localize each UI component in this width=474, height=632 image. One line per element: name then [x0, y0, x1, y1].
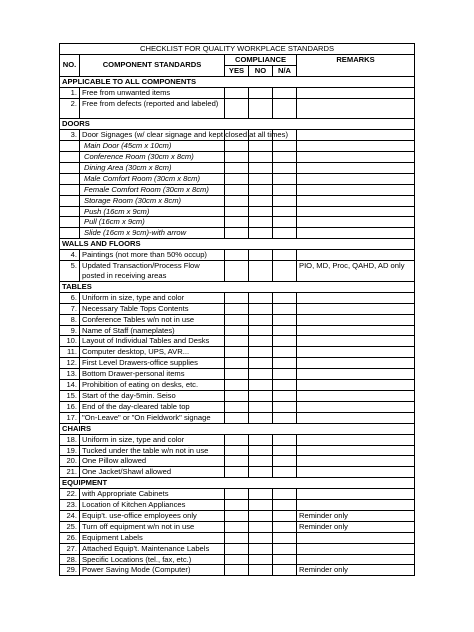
item-number: [60, 173, 80, 184]
remarks-cell: [297, 141, 415, 152]
na-cell[interactable]: [273, 390, 297, 401]
na-cell[interactable]: [273, 347, 297, 358]
item-number: 22.: [60, 489, 80, 500]
item-row: [60, 336, 415, 347]
yes-cell[interactable]: [225, 336, 249, 347]
remarks-cell: [297, 369, 415, 380]
no-cell[interactable]: [249, 184, 273, 195]
no-cell[interactable]: [249, 325, 273, 336]
item-row: [60, 434, 415, 445]
na-cell[interactable]: [273, 500, 297, 511]
no-cell[interactable]: [249, 87, 273, 98]
checklist-table: [59, 43, 415, 576]
yes-cell[interactable]: [225, 325, 249, 336]
remarks-cell: [297, 336, 415, 347]
na-cell[interactable]: [273, 380, 297, 391]
na-cell[interactable]: [273, 250, 297, 261]
remarks-cell: [297, 543, 415, 554]
no-cell[interactable]: [249, 303, 273, 314]
yes-cell[interactable]: [225, 467, 249, 478]
item-row: [60, 543, 415, 554]
remarks-cell: [297, 98, 415, 119]
na-cell[interactable]: [273, 184, 297, 195]
remarks-header: REMARKS: [297, 54, 415, 76]
item-label: Storage Room (30cm x 8cm): [80, 195, 225, 206]
no-cell[interactable]: [249, 250, 273, 261]
yes-cell[interactable]: [225, 412, 249, 423]
remarks-cell: [297, 130, 415, 141]
na-cell[interactable]: [273, 303, 297, 314]
na-cell[interactable]: [273, 195, 297, 206]
item-label: Main Door (45cm x 10cm): [80, 141, 225, 152]
remarks-cell: [297, 358, 415, 369]
item-label: Conference Room (30cm x 8cm): [80, 152, 225, 163]
na-cell[interactable]: [273, 152, 297, 163]
na-cell[interactable]: [273, 228, 297, 239]
yes-cell[interactable]: [225, 98, 249, 119]
remarks-cell: [297, 467, 415, 478]
item-number: 8.: [60, 314, 80, 325]
section-row: [60, 478, 415, 489]
item-row: [60, 250, 415, 261]
no-cell[interactable]: [249, 565, 273, 576]
no-cell[interactable]: [249, 532, 273, 543]
item-number: 24.: [60, 510, 80, 521]
item-label: One Jacket/Shawl allowed: [80, 467, 225, 478]
item-number: 17.: [60, 412, 80, 423]
item-number: 25.: [60, 521, 80, 532]
item-label: Computer desktop, UPS, AVR...: [80, 347, 225, 358]
item-label: Pull (16cm x 9cm): [80, 217, 225, 228]
item-number: 26.: [60, 532, 80, 543]
no-cell[interactable]: [249, 445, 273, 456]
item-row: [60, 554, 415, 565]
remarks-cell: Reminder only: [297, 521, 415, 532]
item-row: [60, 500, 415, 511]
item-number: [60, 195, 80, 206]
remarks-cell: Reminder only: [297, 565, 415, 576]
no-cell[interactable]: [249, 521, 273, 532]
item-row: [60, 314, 415, 325]
yes-cell[interactable]: [225, 554, 249, 565]
item-label: Conference Tables w/n not in use: [80, 314, 225, 325]
yes-cell[interactable]: [225, 510, 249, 521]
item-label: Tucked under the table w/n not in use: [80, 445, 225, 456]
section-row: [60, 119, 415, 130]
item-label: with Appropriate Cabinets: [80, 489, 225, 500]
yes-cell[interactable]: [225, 369, 249, 380]
yes-cell[interactable]: [225, 314, 249, 325]
item-label: One Pillow allowed: [80, 456, 225, 467]
remarks-cell: [297, 217, 415, 228]
yes-cell[interactable]: [225, 489, 249, 500]
section-title: CHAIRS: [60, 423, 415, 434]
title-row: [60, 44, 415, 55]
item-label: Female Comfort Room (30cm x 8cm): [80, 184, 225, 195]
remarks-cell: [297, 195, 415, 206]
item-number: 10.: [60, 336, 80, 347]
remarks-cell: [297, 152, 415, 163]
item-label: Power Saving Mode (Computer): [80, 565, 225, 576]
na-cell[interactable]: [273, 565, 297, 576]
remarks-cell: [297, 456, 415, 467]
item-number: [60, 184, 80, 195]
yes-header: YES: [225, 65, 249, 76]
section-title: TABLES: [60, 281, 415, 292]
no-cell[interactable]: [249, 554, 273, 565]
yes-cell[interactable]: [225, 390, 249, 401]
item-label: Door Signages (w/ clear signage and kept closed at all times): [80, 130, 225, 141]
na-cell[interactable]: [273, 217, 297, 228]
na-cell[interactable]: [273, 206, 297, 217]
no-cell[interactable]: [249, 380, 273, 391]
item-label: Push (16cm x 9cm): [80, 206, 225, 217]
item-label: Layout of Individual Tables and Desks: [80, 336, 225, 347]
checklist-body: [60, 44, 415, 576]
na-cell[interactable]: [273, 401, 297, 412]
yes-cell[interactable]: [225, 292, 249, 303]
item-row: [60, 456, 415, 467]
remarks-cell: [297, 184, 415, 195]
item-row: [60, 510, 415, 521]
na-cell[interactable]: [273, 358, 297, 369]
na-cell[interactable]: [273, 445, 297, 456]
na-cell[interactable]: [273, 162, 297, 173]
item-label: Name of Staff (nameplates): [80, 325, 225, 336]
item-label: Slide (16cm x 9cm)-with arrow: [80, 228, 225, 239]
item-number: 12.: [60, 358, 80, 369]
sub-item-row: [60, 228, 415, 239]
section-title: DOORS: [60, 119, 415, 130]
remarks-cell: [297, 206, 415, 217]
remarks-cell: [297, 401, 415, 412]
item-label: Attached Equip't. Maintenance Labels: [80, 543, 225, 554]
sub-item-row: [60, 173, 415, 184]
remarks-cell: [297, 314, 415, 325]
no-cell[interactable]: [249, 412, 273, 423]
yes-cell[interactable]: [225, 445, 249, 456]
no-cell[interactable]: [249, 456, 273, 467]
na-cell[interactable]: [273, 336, 297, 347]
item-row: [60, 303, 415, 314]
yes-cell[interactable]: [225, 87, 249, 98]
remarks-cell: [297, 445, 415, 456]
item-number: 19.: [60, 445, 80, 456]
no-cell[interactable]: [249, 358, 273, 369]
yes-cell[interactable]: [225, 162, 249, 173]
na-cell[interactable]: [273, 456, 297, 467]
no-cell[interactable]: [249, 336, 273, 347]
no-cell[interactable]: [249, 489, 273, 500]
item-label: End of the day-cleared table top: [80, 401, 225, 412]
yes-cell[interactable]: [225, 532, 249, 543]
item-number: 9.: [60, 325, 80, 336]
item-label: Specific Locations (tel., fax, etc.): [80, 554, 225, 565]
item-number: [60, 228, 80, 239]
yes-cell[interactable]: [225, 184, 249, 195]
section-title: WALLS AND FLOORS: [60, 239, 415, 250]
item-row: [60, 87, 415, 98]
no-cell[interactable]: [249, 98, 273, 119]
yes-cell[interactable]: [225, 303, 249, 314]
item-number: [60, 217, 80, 228]
component-header: COMPONENT STANDARDS: [80, 54, 225, 76]
remarks-cell: [297, 347, 415, 358]
item-label: First Level Drawers-office supplies: [80, 358, 225, 369]
section-row: [60, 239, 415, 250]
sub-item-row: [60, 141, 415, 152]
remarks-cell: [297, 325, 415, 336]
remarks-cell: [297, 500, 415, 511]
na-cell[interactable]: [273, 521, 297, 532]
item-label: Equip't. use-office employees only: [80, 510, 225, 521]
no-cell[interactable]: [249, 369, 273, 380]
yes-cell[interactable]: [225, 401, 249, 412]
na-cell[interactable]: [273, 412, 297, 423]
no-cell[interactable]: [249, 390, 273, 401]
item-row: [60, 521, 415, 532]
section-title: APPLICABLE TO ALL COMPONENTS: [60, 76, 415, 87]
na-cell[interactable]: [273, 314, 297, 325]
no-cell[interactable]: [249, 347, 273, 358]
no-cell[interactable]: [249, 173, 273, 184]
na-cell[interactable]: [273, 98, 297, 119]
yes-cell[interactable]: [225, 261, 249, 282]
sub-item-row: [60, 217, 415, 228]
yes-cell[interactable]: [225, 141, 249, 152]
no-cell[interactable]: [249, 141, 273, 152]
item-row: [60, 401, 415, 412]
item-row: [60, 358, 415, 369]
item-number: 29.: [60, 565, 80, 576]
item-row: [60, 445, 415, 456]
remarks-cell: [297, 380, 415, 391]
item-row: [60, 98, 415, 119]
yes-cell[interactable]: [225, 500, 249, 511]
yes-cell[interactable]: [225, 228, 249, 239]
na-cell[interactable]: [273, 489, 297, 500]
item-number: 6.: [60, 292, 80, 303]
yes-cell[interactable]: [225, 217, 249, 228]
item-label: Location of Kitchen Appliances: [80, 500, 225, 511]
no-cell[interactable]: [249, 206, 273, 217]
no-cell[interactable]: [249, 401, 273, 412]
item-number: [60, 141, 80, 152]
item-row: [60, 380, 415, 391]
no-cell[interactable]: [249, 292, 273, 303]
remarks-cell: [297, 228, 415, 239]
sub-item-row: [60, 152, 415, 163]
section-row: [60, 423, 415, 434]
section-row: [60, 76, 415, 87]
yes-cell[interactable]: [225, 565, 249, 576]
no-cell[interactable]: [249, 261, 273, 282]
item-label: "On-Leave" or "On Fieldwork" signage: [80, 412, 225, 423]
item-number: 7.: [60, 303, 80, 314]
item-number: 4.: [60, 250, 80, 261]
yes-cell[interactable]: [225, 456, 249, 467]
no-cell[interactable]: [249, 314, 273, 325]
checklist-title: CHECKLIST FOR QUALITY WORKPLACE STANDARDS: [60, 44, 415, 55]
item-row: [60, 347, 415, 358]
item-label: Turn off equipment w/n not in use: [80, 521, 225, 532]
item-label: Uniform in size, type and color: [80, 434, 225, 445]
item-label: Bottom Drawer-personal items: [80, 369, 225, 380]
sub-item-row: [60, 184, 415, 195]
yes-cell[interactable]: [225, 434, 249, 445]
item-label: Male Comfort Room (30cm x 8cm): [80, 173, 225, 184]
remarks-cell: [297, 489, 415, 500]
na-cell[interactable]: [273, 292, 297, 303]
no-cell[interactable]: [249, 434, 273, 445]
item-label: Prohibition of eating on desks, etc.: [80, 380, 225, 391]
remarks-cell: [297, 292, 415, 303]
item-number: [60, 152, 80, 163]
item-number: 23.: [60, 500, 80, 511]
item-label: Equipment Labels: [80, 532, 225, 543]
na-cell[interactable]: [273, 141, 297, 152]
na-cell[interactable]: [273, 369, 297, 380]
header-row: [60, 54, 415, 65]
remarks-cell: [297, 532, 415, 543]
item-number: 20.: [60, 456, 80, 467]
item-label: Start of the day-5min. Seiso: [80, 390, 225, 401]
sub-item-row: [60, 162, 415, 173]
item-number: 28.: [60, 554, 80, 565]
remarks-cell: [297, 87, 415, 98]
item-row: [60, 390, 415, 401]
item-label: Free from defects (reported and labeled): [80, 98, 225, 119]
yes-cell[interactable]: [225, 543, 249, 554]
section-title: EQUIPMENT: [60, 478, 415, 489]
item-label: Paintings (not more than 50% occup): [80, 250, 225, 261]
yes-cell[interactable]: [225, 250, 249, 261]
na-cell[interactable]: [273, 434, 297, 445]
item-label: Dining Area (30cm x 8cm): [80, 162, 225, 173]
item-number: 5.: [60, 261, 80, 282]
na-cell[interactable]: [273, 87, 297, 98]
item-row: [60, 412, 415, 423]
no-col-header: NO: [249, 65, 273, 76]
na-cell[interactable]: [273, 467, 297, 478]
item-row: [60, 130, 415, 141]
item-row: [60, 325, 415, 336]
item-row: [60, 467, 415, 478]
item-number: 11.: [60, 347, 80, 358]
remarks-cell: [297, 412, 415, 423]
remarks-cell: [297, 434, 415, 445]
remarks-cell: [297, 390, 415, 401]
item-number: 1.: [60, 87, 80, 98]
item-number: 18.: [60, 434, 80, 445]
item-row: [60, 369, 415, 380]
item-number: [60, 162, 80, 173]
no-cell[interactable]: [249, 195, 273, 206]
no-cell[interactable]: [249, 543, 273, 554]
item-row: [60, 489, 415, 500]
item-number: 15.: [60, 390, 80, 401]
item-number: 3.: [60, 130, 80, 141]
no-cell[interactable]: [249, 217, 273, 228]
sub-item-row: [60, 206, 415, 217]
no-header: NO.: [60, 54, 80, 76]
item-row: [60, 292, 415, 303]
sub-item-row: [60, 195, 415, 206]
remarks-cell: [297, 554, 415, 565]
yes-cell[interactable]: [225, 173, 249, 184]
no-cell[interactable]: [249, 228, 273, 239]
no-cell[interactable]: [249, 467, 273, 478]
item-row: [60, 532, 415, 543]
item-number: 2.: [60, 98, 80, 119]
na-cell[interactable]: [273, 173, 297, 184]
yes-cell[interactable]: [225, 195, 249, 206]
na-cell[interactable]: [273, 532, 297, 543]
na-cell[interactable]: [273, 325, 297, 336]
remarks-cell: [297, 173, 415, 184]
section-row: [60, 281, 415, 292]
item-number: 27.: [60, 543, 80, 554]
remarks-cell: Reminder only: [297, 510, 415, 521]
remarks-cell: [297, 162, 415, 173]
item-label: Updated Transaction/Process Flow posted in receiving areas: [80, 261, 225, 282]
item-number: [60, 206, 80, 217]
item-number: 16.: [60, 401, 80, 412]
yes-cell[interactable]: [225, 152, 249, 163]
na-header: N/A: [273, 65, 297, 76]
yes-cell[interactable]: [225, 206, 249, 217]
no-cell[interactable]: [249, 500, 273, 511]
remarks-cell: [297, 250, 415, 261]
item-row: [60, 261, 415, 282]
compliance-header: COMPLIANCE: [225, 54, 297, 65]
no-cell[interactable]: [249, 162, 273, 173]
na-cell[interactable]: [273, 554, 297, 565]
item-label: Necessary Table Tops Contents: [80, 303, 225, 314]
na-cell[interactable]: [273, 261, 297, 282]
item-number: 21.: [60, 467, 80, 478]
na-cell[interactable]: [273, 510, 297, 521]
remarks-cell: PIO, MD, Proc, QAHD, AD only: [297, 261, 415, 282]
na-cell[interactable]: [273, 543, 297, 554]
item-number: 14.: [60, 380, 80, 391]
yes-cell[interactable]: [225, 380, 249, 391]
item-label: Free from unwanted items: [80, 87, 225, 98]
yes-cell[interactable]: [225, 521, 249, 532]
no-cell[interactable]: [249, 510, 273, 521]
item-row: [60, 565, 415, 576]
yes-cell[interactable]: [225, 347, 249, 358]
remarks-cell: [297, 303, 415, 314]
no-cell[interactable]: [249, 152, 273, 163]
item-number: 13.: [60, 369, 80, 380]
item-label: Uniform in size, type and color: [80, 292, 225, 303]
yes-cell[interactable]: [225, 358, 249, 369]
